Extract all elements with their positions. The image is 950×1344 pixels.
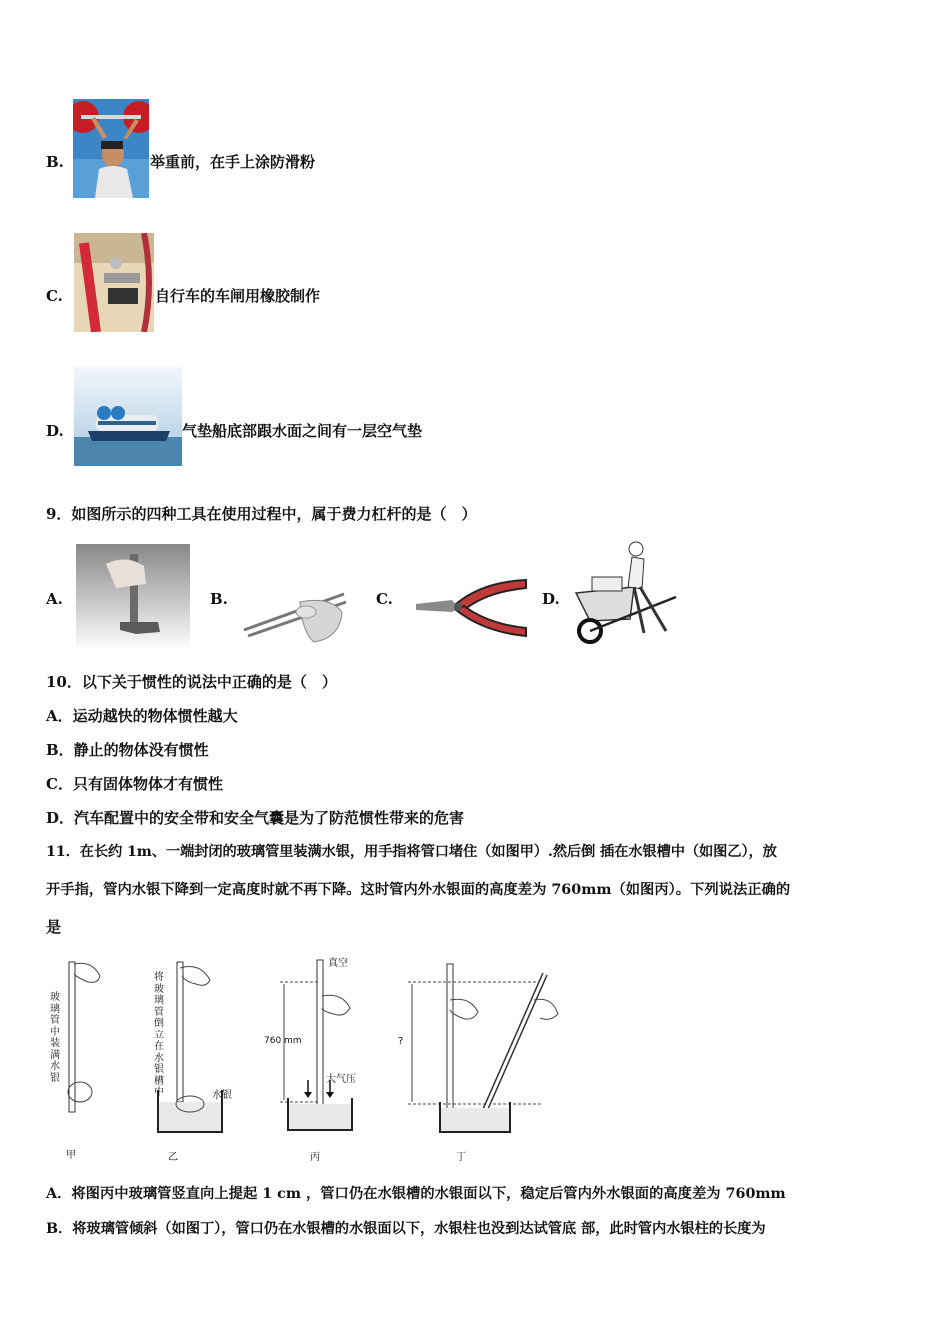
caption-jia: 甲: [66, 1150, 76, 1161]
q8-option-d-text: 气垫船底部跟水面之间有一层空气垫: [182, 422, 423, 440]
q9-option-d-letter: D.: [542, 590, 560, 608]
q10-option-b: B．静止的物体没有惯性: [46, 741, 209, 759]
q10-option-d: D．汽车配置中的安全带和安全气囊是为了防范惯性带来的危害: [46, 809, 465, 827]
tongs-icon: [240, 582, 350, 644]
pliers-icon: [412, 574, 530, 642]
bing-height-label: 760 mm: [264, 1036, 302, 1046]
q8-option-c-letter: C.: [46, 287, 63, 305]
caption-yi: 乙: [168, 1152, 178, 1163]
weightlifter-photo: [73, 99, 149, 198]
q11-stem-line3: 是: [46, 918, 62, 936]
q11-option-b: B．将玻璃管倾斜（如图丁），管口仍在水银槽的水银面以下，水银柱也没到达试管底 部，此时管内水银柱的长度为: [46, 1221, 766, 1237]
jia-side-label: 玻璃管中装满水银: [50, 992, 60, 1084]
q10-option-c: C．只有固体物体才有惯性: [46, 775, 223, 793]
q11-stem-line1: 11．在长约 1m、一端封闭的玻璃管里装满水银，用手指将管口堵住（如图甲）.然后倒 插在水银槽中（如图乙），放: [46, 844, 777, 860]
wheelbarrow-icon: [572, 537, 680, 647]
q8-option-d-letter: D.: [46, 422, 64, 440]
q9-stem: 9．如图所示的四种工具在使用过程中，属于费力杠杆的是（ ）: [46, 505, 477, 523]
yi-side-label: 将玻璃管倒立在水银槽中: [154, 972, 164, 1098]
caption-bing: 丙: [310, 1152, 320, 1163]
q11-stem-line2: 开手指，管内水银下降到一定高度时就不再下降。这时管内外水银面的高度差为 760mm（如图丙）。下列说法正确的: [46, 882, 791, 898]
bing-pressure-label: 大气压: [326, 1074, 356, 1085]
caption-ding: 丁: [456, 1152, 466, 1163]
q8-option-c-text: 自行车的车闸用橡胶制作: [155, 287, 321, 305]
hovercraft-photo: [74, 367, 182, 466]
q9-option-c-letter: C.: [376, 590, 393, 608]
torricelli-figure: [40, 952, 570, 1172]
q10-stem: 10．以下关于惯性的说法中正确的是（ ）: [46, 673, 337, 691]
hammer-icon: [76, 544, 190, 651]
q10-option-a: A．运动越快的物体惯性越大: [46, 707, 238, 725]
q9-option-b-letter: B.: [210, 590, 228, 608]
bing-vacuum-label: 真空: [328, 958, 348, 969]
bike-brake-photo: [74, 233, 154, 332]
yi-mercury-label: 水银: [212, 1090, 232, 1101]
q8-option-b-text: 举重前，在手上涂防滑粉: [150, 153, 316, 171]
ding-height-label: ?: [398, 1036, 404, 1047]
q11-option-a: A．将图丙中玻璃管竖直向上提起 1 cm ，管口仍在水银槽的水银面以下，稳定后管内外水银面的高度差为 760mm: [46, 1186, 786, 1202]
q9-option-a-letter: A.: [46, 590, 63, 608]
q8-option-b-letter: B.: [46, 153, 64, 171]
